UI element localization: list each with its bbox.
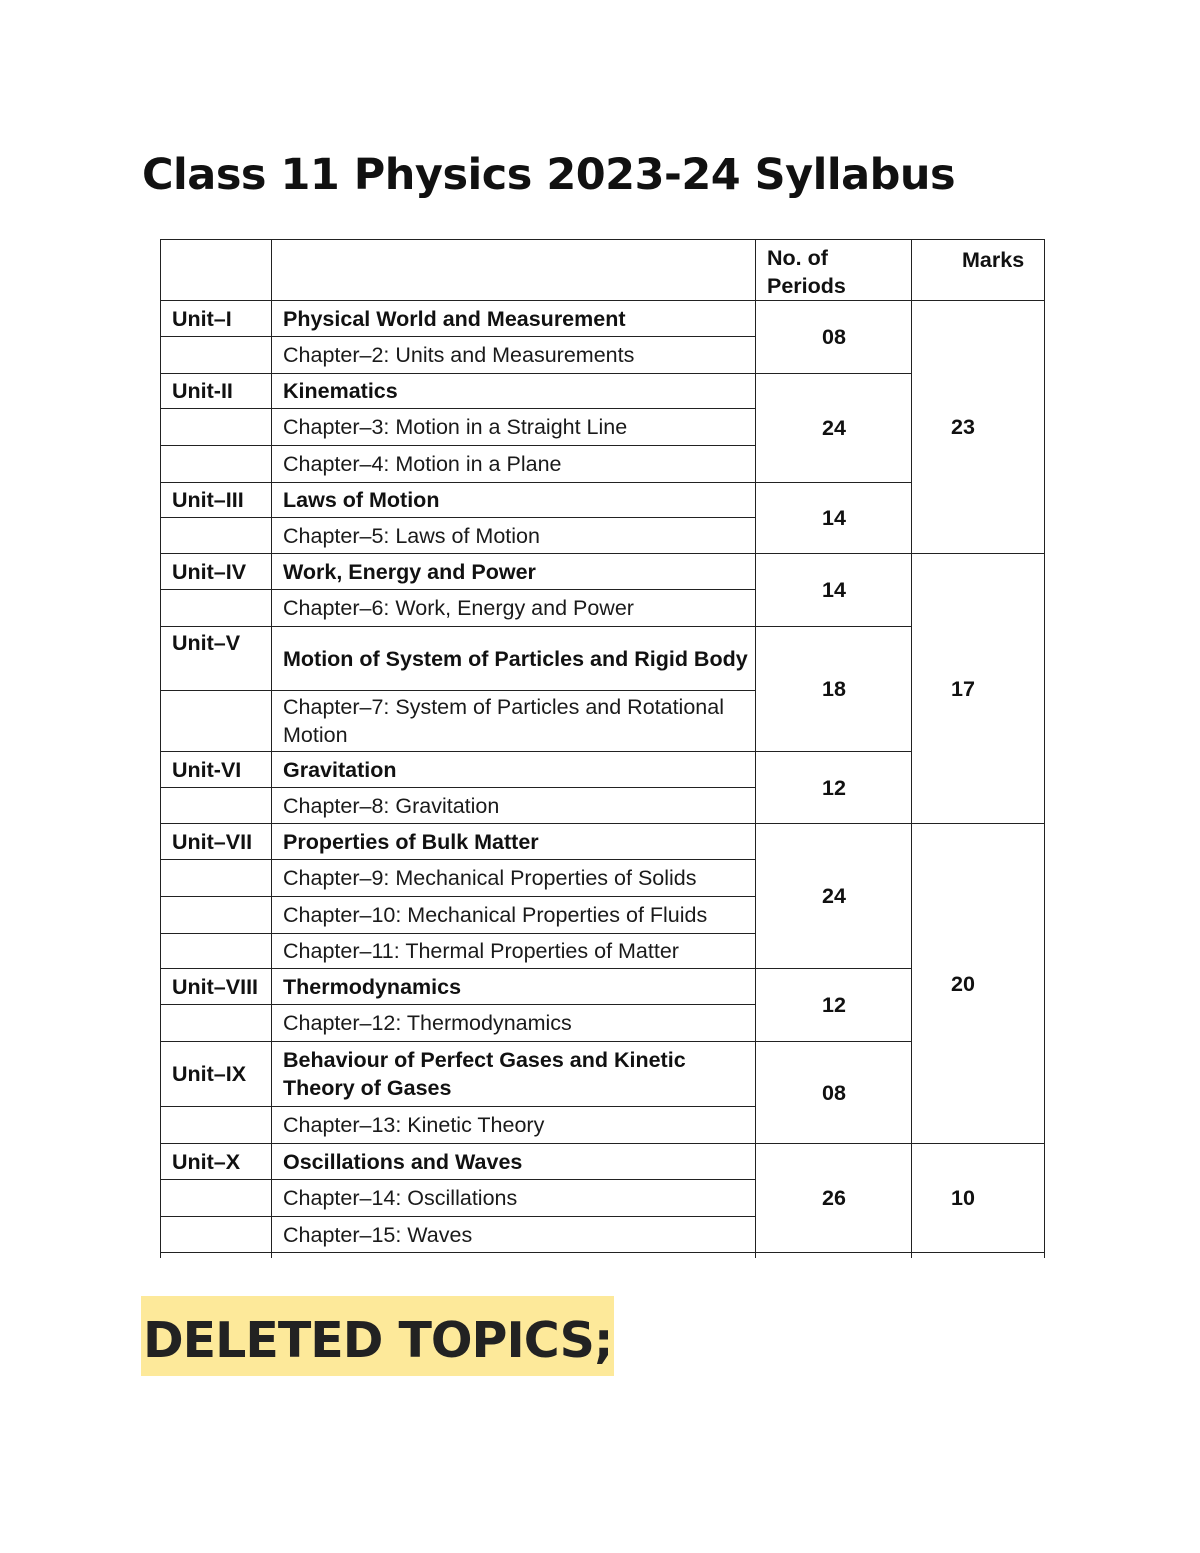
unit-label: Unit–VIII	[161, 969, 272, 1005]
unit-label: Unit–III	[161, 483, 272, 518]
unit-label: Unit-II	[161, 374, 272, 409]
unit-label: Unit–V	[161, 627, 272, 691]
deleted-topics-heading: DELETED TOPICS;	[141, 1296, 614, 1376]
chapter-title: Chapter–5: Laws of Motion	[272, 518, 756, 554]
unit-label: Unit–IV	[161, 554, 272, 590]
chapter-title: Chapter–3: Motion in a Straight Line	[272, 409, 756, 446]
marks-cell: 20	[912, 824, 1045, 1144]
table-edge-cell	[756, 1253, 912, 1259]
chapter-title: Chapter–9: Mechanical Properties of Solids	[272, 860, 756, 897]
syllabus-table	[160, 239, 1045, 1258]
table-edge-cell	[272, 1253, 756, 1259]
chapter-title: Chapter–8: Gravitation	[272, 788, 756, 824]
marks-cell: 17	[912, 554, 1045, 824]
periods-cell: 12	[756, 752, 912, 824]
unit-label: Unit–X	[161, 1144, 272, 1180]
chapter-title: Chapter–10: Mechanical Properties of Fluids	[272, 897, 756, 934]
unit-label	[161, 691, 272, 752]
chapter-title: Chapter–15: Waves	[272, 1217, 756, 1253]
table-header-row	[161, 240, 1045, 301]
unit-title: Physical World and Measurement	[272, 301, 756, 337]
unit-label	[161, 788, 272, 824]
header-topic-cell	[272, 240, 756, 301]
chapter-title: Chapter–11: Thermal Properties of Matter	[272, 934, 756, 969]
unit-label	[161, 1005, 272, 1042]
header-unit-cell	[161, 240, 272, 301]
chapter-title: Chapter–4: Motion in a Plane	[272, 446, 756, 483]
unit-title: Gravitation	[272, 752, 756, 788]
periods-cell: 24	[756, 824, 912, 969]
table-row	[161, 1144, 1045, 1180]
table-row	[161, 301, 1045, 337]
unit-label	[161, 897, 272, 934]
page-title: Class 11 Physics 2023-24 Syllabus	[142, 150, 956, 200]
unit-label	[161, 1180, 272, 1217]
unit-label	[161, 590, 272, 627]
marks-cell: 10	[912, 1144, 1045, 1253]
unit-label	[161, 934, 272, 969]
unit-title: Laws of Motion	[272, 483, 756, 518]
periods-cell: 08	[756, 1042, 912, 1144]
unit-title: Properties of Bulk Matter	[272, 824, 756, 860]
unit-label	[161, 337, 272, 374]
table-row	[161, 554, 1045, 590]
header-marks: Marks	[912, 240, 1045, 301]
periods-cell: 26	[756, 1144, 912, 1253]
periods-cell: 08	[756, 301, 912, 374]
unit-label	[161, 860, 272, 897]
unit-title: Kinematics	[272, 374, 756, 409]
unit-label: Unit–VII	[161, 824, 272, 860]
chapter-title: Chapter–12: Thermodynamics	[272, 1005, 756, 1042]
table-row	[161, 824, 1045, 860]
chapter-title: Chapter–7: System of Particles and Rotational Motion	[272, 691, 756, 752]
unit-title: Thermodynamics	[272, 969, 756, 1005]
periods-cell: 12	[756, 969, 912, 1042]
unit-title: Work, Energy and Power	[272, 554, 756, 590]
unit-label	[161, 409, 272, 446]
unit-label	[161, 446, 272, 483]
table-edge-cell	[912, 1253, 1045, 1259]
chapter-title: Chapter–13: Kinetic Theory	[272, 1107, 756, 1144]
chapter-title: Chapter–14: Oscillations	[272, 1180, 756, 1217]
unit-label	[161, 518, 272, 554]
header-periods: No. of Periods	[756, 240, 912, 301]
periods-cell: 14	[756, 483, 912, 554]
periods-cell: 24	[756, 374, 912, 483]
unit-label: Unit-VI	[161, 752, 272, 788]
unit-label	[161, 1217, 272, 1253]
unit-title: Oscillations and Waves	[272, 1144, 756, 1180]
unit-label: Unit–I	[161, 301, 272, 337]
unit-label: Unit–IX	[161, 1042, 272, 1107]
periods-cell: 18	[756, 627, 912, 752]
unit-label	[161, 1107, 272, 1144]
table-edge-cell	[161, 1253, 272, 1259]
chapter-title: Chapter–6: Work, Energy and Power	[272, 590, 756, 627]
unit-title: Motion of System of Particles and Rigid Body	[272, 627, 756, 691]
table-bottom-edge	[161, 1253, 1045, 1259]
marks-cell: 23	[912, 301, 1045, 554]
periods-cell: 14	[756, 554, 912, 627]
unit-title: Behaviour of Perfect Gases and Kinetic Theory of Gases	[272, 1042, 756, 1107]
chapter-title: Chapter–2: Units and Measurements	[272, 337, 756, 374]
